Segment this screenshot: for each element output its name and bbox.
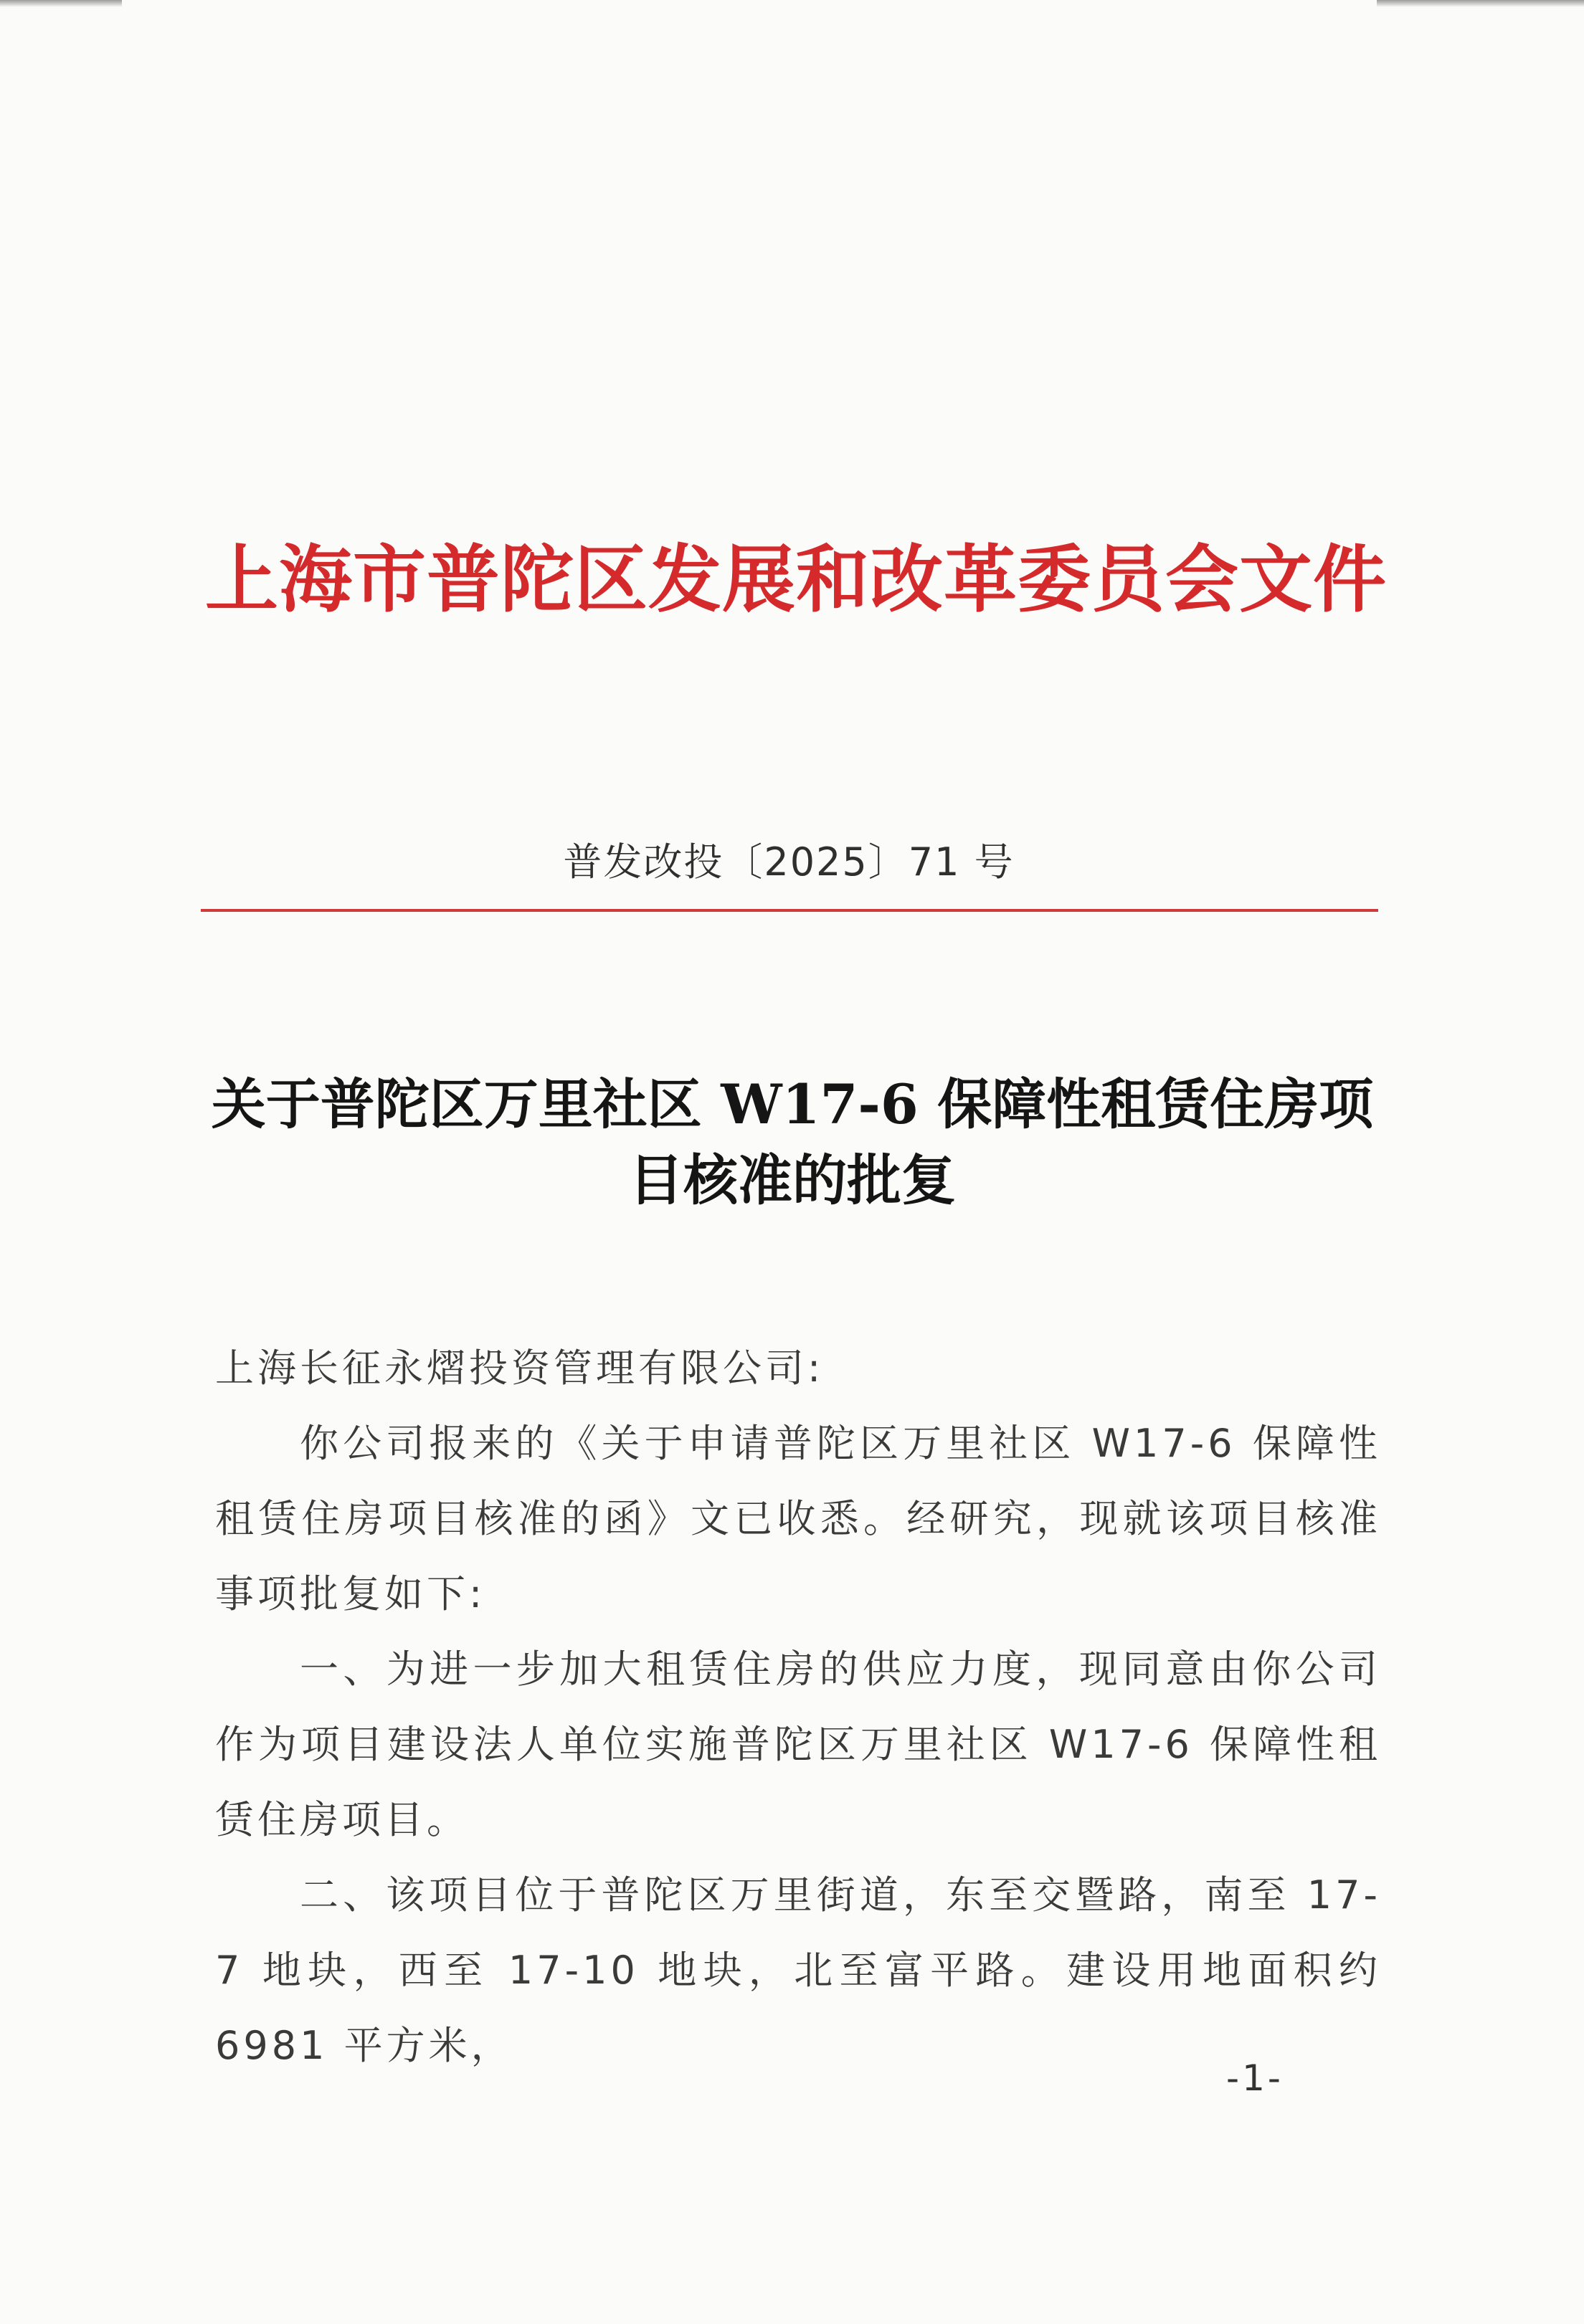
title-line-2: 目核准的批复 — [629, 1148, 956, 1212]
body-paragraph-1: 你公司报来的《关于申请普陀区万里社区 W17-6 保障性租赁住房项目核准的函》文已收悉。经研究，现就该项目核准事项批复如下: — [215, 1421, 1381, 1616]
scan-edge-shadow-left — [0, 0, 122, 7]
scan-edge-shadow-right — [1377, 0, 1584, 7]
title-line-1: 关于普陀区万里社区 W17-6 保障性租赁住房项 — [211, 1072, 1374, 1136]
document-number: 普发改投〔2025〕71 号 — [563, 839, 1015, 885]
page-number: -1- — [1226, 2057, 1284, 2099]
document-body — [215, 1330, 1381, 2083]
document-title — [201, 1067, 1384, 1219]
issuing-authority-header: 上海市普陀区发展和改革委员会文件 — [205, 537, 1387, 623]
salutation: 上海长征永熠投资管理有限公司: — [215, 1346, 825, 1391]
red-divider-line — [201, 909, 1378, 912]
body-paragraph-2: 一、为进一步加大租赁住房的供应力度，现同意由你公司作为项目建设法人单位实施普陀区万里社区 W17-6 保障性租赁住房项目。 — [215, 1647, 1381, 1842]
body-paragraph-3: 二、该项目位于普陀区万里街道，东至交暨路，南至 17-7 地块，西至 17-10 地块，北至富平路。建设用地面积约 6981 平方米， — [215, 1872, 1381, 2068]
